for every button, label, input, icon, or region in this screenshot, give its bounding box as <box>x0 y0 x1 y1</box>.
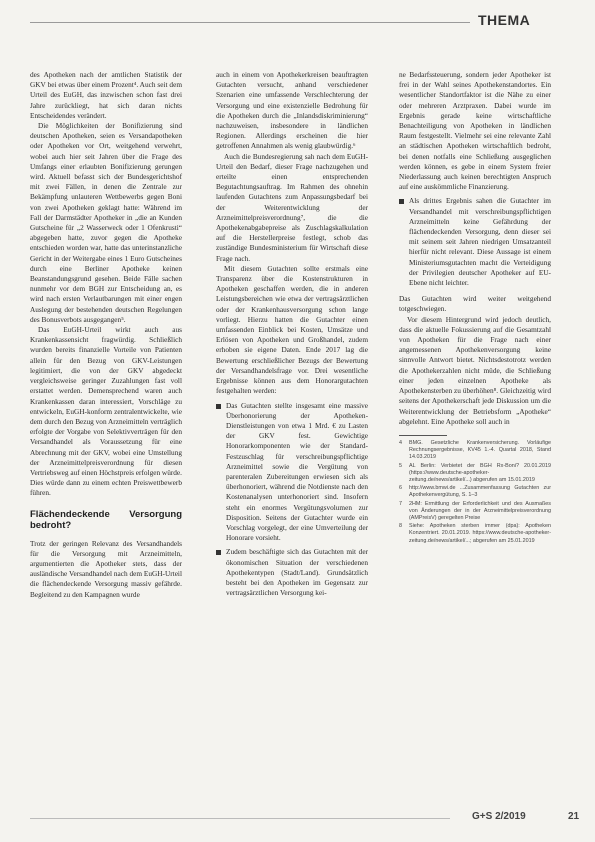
footer-rule <box>30 818 450 819</box>
paragraph: Die Möglichkeiten der Bonifizierung sind deutschen Apotheken, seien es Versandapotheken oder Apotheken vor Ort, weitgehend verwehrt, wobei auch hier seit Jahren über die Frage des Umfangs einer erlaubten Bonifizierung gerungen wird. Aktuell befasst sich der Bundesgerichtshof mit zwei Fällen, in denen die Zentrale zur Bekämpfung unlauteren Wettbewerbs gegen Boni von zwei Apotheken geklagt hatte: Während im Fall der Darmstädter Apotheker in „die an Kunden Gutscheine für „2 Wasserweck oder 1 Ofenkrusti“ abgegeben hatte, zuvor gegen die Apotheke entschieden worden war, hatte das unterinstanzliche Gericht in der Weitergabe eines 1 Euro Gutscheines durch eine Berliner Apotheke keinen Beanstandungsgrund gesehen. Beide Fälle sachen nunmehr vor dem BGH zur Entscheidung an, es wird nach ersten Verlautbarungen mit einer engen Auslegung der bestehenden deutschen Regelungen des Bonusverbots ausgegangen⁵. <box>30 121 182 324</box>
journal-issue: G+S 2/2019 <box>472 811 526 822</box>
section-tag: THEMA <box>478 12 531 28</box>
column-2 <box>216 70 368 598</box>
footnote-rule <box>399 435 447 436</box>
paragraph: Vor diesem Hintergrund wird jedoch deutlich, dass die aktuelle Fokussierung auf die Gesamtzahl von Apotheken für die Frage nach einer angemessenen Apothekenversorgung keine sinnvolle Antwort bietet. Nichtsdestotrotz werden die Apothekerzahlen nicht müde, die Schließung einer jeden einzelnen Apotheke als Apothekensterben zu überhöhen⁸. Gleichzeitig wird seitens der Apothekerschaft jede Diskussion um die Weiterentwicklung der Betriebsform „Apotheke“ abgelehnt. Eine Apotheke soll auch in <box>399 314 551 426</box>
paragraph: ne Bedarfssteuerung, sondern jeder Apotheker ist frei in der Wahl seines Apothekenstandortes. Ein wesentlicher Standortfaktor ist die Nähe zu einer oder mehreren Arztpraxen. Dabei wurde im Ergebnis gerade keine wirtschaftliche Benachteiligung von Apotheken in ländlichen Raum festgestellt. Vielmehr sei eine relevante Zahl an städtischen Apotheken wirtschaftlich bedroht, bei denen notfalls eine Schließung ausgeglichen werden können, es gebe in einem System freier Niederlassung auch keinen berechtigten Anspruch auf eine auskömmliche Finanzierung. <box>399 70 551 192</box>
footnotes <box>399 440 551 545</box>
column-3 <box>399 70 551 546</box>
paragraph: auch in einem von Apothekerkreisen beauftragten Gutachten versucht, anhand verschiedener Szenarien eine umfassende Verschlechterung der Versorgung und eine existenzielle Bedrohung für die Apotheken durch die „Inlandsdiskriminierung“ nachzuweisen, insbesondere in ländlichen Regionen. Allerdings erscheinen die hier getroffenen Annahmen als wenig glaubwürdig.⁶ <box>216 70 368 151</box>
bullet-item: Das Gutachten stellte insgesamt eine massive Überhonorierung der Apotheken-Dienstleistungen von etwa 1 Mrd. € zu Lasten der GKV fest. Gewichtige Honorarkomponenten wie der Standard-Festzuschlag für verschreibungspflichtige Arzneimittel sowie die Vergütung von parenteralen Zubereitungen erwiesen sich als überhonoriert, während die Notdienste nach den Kostenanalysen unterhonoriert sind. Insofern steht ein enormes Vergütungsvolumen zur Disposition. Seitens der Gutachter wurde ein Vorschlag vorgelegt, der eine Umverteilung der Honorare vorsieht. <box>216 401 368 544</box>
paragraph: Das Gutachten wird weiter weitgehend totgeschwiegen. <box>399 294 551 314</box>
paragraph: Das EuGH-Urteil wirkt auch aus Krankenkassensicht fragwürdig. Schließlich wurden bereits finanzielle Vorteile von Patienten allein für den Bezug von GKV-Leistungen legitimiert, die von der GKV abgedeckt vergleichsweise geringer Zuzahlungen fast voll erstattet werden. Demensprechend waren auch Krankenkassen daran interessiert, Vorschläge zu entwickeln, EuGH-konform zentralentwickelte, wie dem durch den Bezug von Arzneimitteln verträglich erfolgte der Vorgabe von Selektivverträgen für den Versandhandel als Voraussetzung für eine Abrechnung mit der GKV, wobei eine Umstellung der Arzneimittelpreisverordnung für diesen Vertriebsweg auf einen Höchstpreis erfolgen würde. Dies würde dann zu einem echten Preiswettbewerb führen. <box>30 325 182 498</box>
bullet-item: Als drittes Ergebnis sahen die Gutachter im Versandhandel mit verschreibungspflichtigen Arzneimitteln keine Gefährdung der flächendeckenden Versorgung, denn dieser sei mit seinem seit Jahren niedrigen Umsatzanteil hierfür nicht relevant. Diese Aussage ist einem Ministeriumsgutachten macht die Verteidigung der Privilegien deutscher Apotheker auf EU-Ebene nicht leichter. <box>399 196 551 288</box>
footnote: 7 2HM: Ermittlung der Erforderlichkeit und des Ausmaßes von Änderungen der in der Arzneimittelpreisverordnung (AMPreisV) geregelten Preise <box>399 500 551 521</box>
footnote: 6 http://www.bmwi.de ...Zusammenfassung Gutachten zur Apothekenvergütung, S. 1–3 <box>399 485 551 499</box>
footnote: 8 Siehe: Apotheken sterben immer (dpa): Apotheken Konzentriert. 20.01.2019. https://www.deutsche-apotheker-zeitung.de/news/artikel/...; abgerufen am 25.01.2019 <box>399 523 551 544</box>
paragraph: Mit diesem Gutachten sollte erstmals eine Transparenz über die Kostenstrukturen in Apotheken geschaffen werden, die in anderen Leistungsbereichen wie etwa der vertragsärztlichen oder der Krankenhausversorgung schon lange vorliegt. Hierzu hatten die Gutachter einen umfassenden Einblick bei Kosten, Umsätze und Erlösen von Apotheken und Großhandel, zudem erhoben sie eigene Daten. Ende 2017 lag die Bewertung erschließlicher Bezugs der Bewertung der Versandhandelsfrage vor. Drei wesentliche Ergebnisse können aus dem Honorargutachten festgehalten werden: <box>216 263 368 396</box>
footnote: 4 BMG. Gesetzliche Krankenversicherung. Vorläufige Rechnungsergebnisse, KV45 1.-4. Quartal 2018, Stand 14.03.2019 <box>399 439 551 461</box>
paragraph: Trotz der geringen Relevanz des Versandhandels für die Versorgung mit Arzneimitteln, argumentierten die Apotheker stets, dass der ausländische Versandhandel nach dem EuGH-Urteil die flächendeckende Versorgung massiv gefährde. Begleitend zu den Kampagnen wurde <box>30 538 182 599</box>
header-rule <box>30 22 470 23</box>
bullet-item: Zudem beschäftigte sich das Gutachten mit der ökonomischen Situation der verschiedenen Apothekentypen (Stadt/Land). Grundsätzlich besteht bei den Apotheken im Gegensatz zur vertragsärztlichen Versorgung kei- <box>216 547 368 598</box>
page-number: 21 <box>568 811 580 822</box>
footnote: 5 AL Berlin: Verbietet der BGH Rx-Boni? 20.01.2019 (https://www.deutsche-apotheker-zeitung.de/news/artikel/...) abgerufen am 15.01.2019 <box>399 462 551 483</box>
subheading: Flächendeckende Versorgung bedroht? <box>30 508 182 531</box>
paragraph: des Apotheken nach der amtlichen Statistik der GKV bei etwas über einem Prozent⁴. Auch seit dem Urteil des EuGH, das inzwischen schon fast drei Jahre zurückliegt, hat sich daran nichts Entscheidendes verändert. <box>30 70 182 120</box>
column-1 <box>30 70 182 600</box>
paragraph: Auch die Bundesregierung sah nach dem EuGH-Urteil den Bedarf, dieser Frage nachzugehen und erteilte einen entsprechenden Begutachtungsauftrag. Im Rahmen des ohnehin laufenden Gutachtens zum Anpassungsbedarf bei der Weiterentwicklung der Arzneimittelpreisverordnung⁷, die die Apothekenabgabepreise als Zuschlagskalkulation auf die Herstellerpreise festlegt, schob das zuständige Bundesministerium für Wirtschaft diese Frage nach. <box>216 151 368 263</box>
